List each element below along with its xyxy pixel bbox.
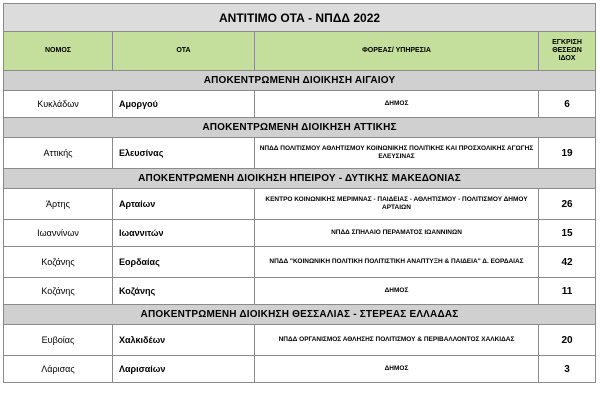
cell-nomos: Κυκλάδων (4, 91, 113, 118)
cell-egkrisi: 11 (539, 278, 596, 305)
table-row (4, 356, 596, 383)
cell-nomos: Κοζάνης (4, 247, 113, 278)
cell-foreas: ΝΠΔΔ ΟΡΓΑΝΙΣΜΟΣ ΑΘΛΗΣΗΣ ΠΟΛΙΤΙΣΜΟΥ & ΠΕΡΙΒΑΛΛΟΝΤΟΣ ΧΑΛΚΙΔΑΣ (255, 325, 539, 356)
cell-ota: Εορδαίας (113, 247, 255, 278)
cell-egkrisi: 42 (539, 247, 596, 278)
cell-egkrisi: 6 (539, 91, 596, 118)
table-row (4, 278, 596, 305)
section-row (4, 305, 596, 325)
cell-ota: Χαλκιδέων (113, 325, 255, 356)
section-title: ΑΠΟΚΕΝΤΡΩΜΕΝΗ ΔΙΟΙΚΗΣΗ ΑΙΓΑΙΟΥ (4, 71, 596, 91)
section-title: ΑΠΟΚΕΝΤΡΩΜΕΝΗ ΔΙΟΙΚΗΣΗ ΑΤΤΙΚΗΣ (4, 118, 596, 138)
cell-ota: Αμοργού (113, 91, 255, 118)
table-row (4, 91, 596, 118)
table-row (4, 325, 596, 356)
header-row (4, 32, 596, 71)
header-nomos: ΝΟΜΟΣ (4, 32, 113, 71)
cell-ota: Ιωαννιτών (113, 220, 255, 247)
ota-table-container (3, 3, 595, 383)
title-row (4, 4, 596, 32)
cell-nomos: Ευβοίας (4, 325, 113, 356)
section-title: ΑΠΟΚΕΝΤΡΩΜΕΝΗ ΔΙΟΙΚΗΣΗ ΗΠΕΙΡΟΥ - ΔΥΤΙΚΗΣ ΜΑΚΕΔΟΝΙΑΣ (4, 169, 596, 189)
table-title: ΑΝΤΙΤΙΜΟ ΟΤΑ - ΝΠΔΔ 2022 (4, 4, 596, 32)
cell-nomos: Άρτης (4, 189, 113, 220)
cell-nomos: Ιωαννίνων (4, 220, 113, 247)
cell-foreas: ΝΠΔΔ "ΚΟΙΝΩΝΙΚΗ ΠΟΛΙΤΙΚΗ ΠΟΛΙΤΙΣΤΙΚΗ ΑΝΑΠΤΥΞΗ & ΠΑΙΔΕΙΑ" Δ. ΕΟΡΔΑΙΑΣ (255, 247, 539, 278)
cell-egkrisi: 19 (539, 138, 596, 169)
cell-foreas: ΔΗΜΟΣ (255, 356, 539, 383)
cell-foreas: ΝΠΔΔ ΠΟΛΙΤΙΣΜΟΥ ΑΘΛΗΤΙΣΜΟΥ ΚΟΙΝΩΝΙΚΗΣ ΠΟΛΙΤΙΚΗΣ ΚΑΙ ΠΡΟΣΧΟΛΙΚΗΣ ΑΓΩΓΗΣ ΕΛΕΥΣΙΝΑΣ (255, 138, 539, 169)
header-ota: ΟΤΑ (113, 32, 255, 71)
cell-foreas: ΔΗΜΟΣ (255, 278, 539, 305)
cell-egkrisi: 3 (539, 356, 596, 383)
cell-ota: Κοζάνης (113, 278, 255, 305)
cell-nomos: Αττικής (4, 138, 113, 169)
cell-egkrisi: 15 (539, 220, 596, 247)
header-egkrisi: ΕΓΚΡΙΣΗ ΘΕΣΕΩΝ ΙΔΟΧ (539, 32, 596, 71)
table-row (4, 247, 596, 278)
section-row (4, 118, 596, 138)
cell-foreas: ΝΠΔΔ ΣΠΗΛΑΙΟ ΠΕΡΑΜΑΤΟΣ ΙΩΑΝΝΙΝΩΝ (255, 220, 539, 247)
cell-ota: Λαρισαίων (113, 356, 255, 383)
section-title: ΑΠΟΚΕΝΤΡΩΜΕΝΗ ΔΙΟΙΚΗΣΗ ΘΕΣΣΑΛΙΑΣ - ΣΤΕΡΕΑΣ ΕΛΛΑΔΑΣ (4, 305, 596, 325)
section-row (4, 71, 596, 91)
ota-table (3, 3, 596, 383)
cell-ota: Ελευσίνας (113, 138, 255, 169)
cell-egkrisi: 26 (539, 189, 596, 220)
cell-egkrisi: 20 (539, 325, 596, 356)
table-row (4, 220, 596, 247)
cell-nomos: Λάρισας (4, 356, 113, 383)
cell-ota: Αρταίων (113, 189, 255, 220)
header-foreas: ΦΟΡΕΑΣ/ ΥΠΗΡΕΣΙΑ (255, 32, 539, 71)
cell-foreas: ΔΗΜΟΣ (255, 91, 539, 118)
table-row (4, 138, 596, 169)
table-row (4, 189, 596, 220)
cell-foreas: ΚΕΝΤΡΟ ΚΟΙΝΩΝΙΚΗΣ ΜΕΡΙΜΝΑΣ - ΠΑΙΔΕΙΑΣ - ΑΘΛΗΤΙΣΜΟΥ - ΠΟΛΙΤΙΣΜΟΥ ΔΗΜΟΥ ΑΡΤΑΙΩΝ (255, 189, 539, 220)
section-row (4, 169, 596, 189)
cell-nomos: Κοζάνης (4, 278, 113, 305)
